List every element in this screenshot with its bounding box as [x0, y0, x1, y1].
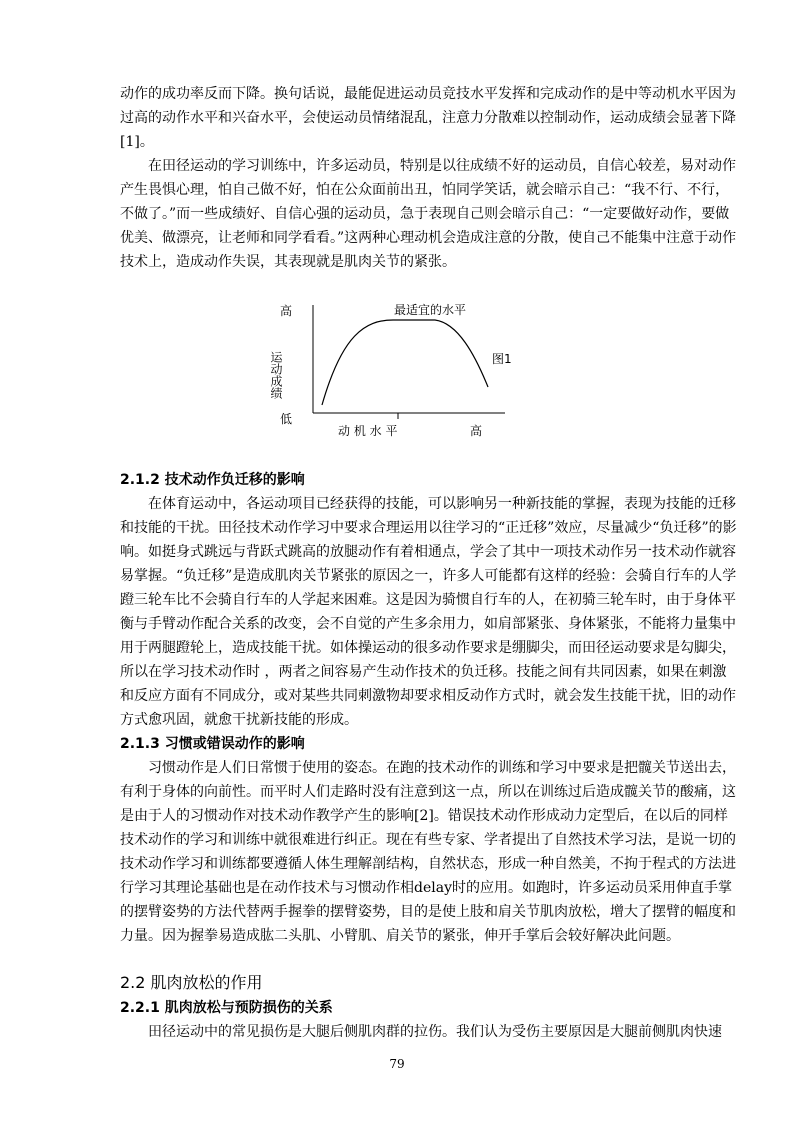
paragraph-continued: 动作的成功率反而下降。换句话说，最能促进运动员竞技水平发挥和完成动作的是中等动机水平因为过高的动作水平和兴奋水平，会使运动员情绪混乱，注意力分散难以控制动作，运动成绩会显著下降[1]。	[120, 86, 736, 150]
paragraph-negative-transfer: 在体育运动中，各运动项目已经获得的技能，可以影响另一种新技能的掌握，表现为技能的迁移和技能的干扰。田径技术动作学习中要求合理运用以往学习的“正迁移”效应，尽量减少“负迁移”的影响。如挺身式跳远与背跃式跳高的放腿动作有着相通点，学会了其中一项技术动作另一技术动作就容易掌握。“负迁移”是造成肌肉关节紧张的原因之一，许多人可能都有这样的经验：会骑自行车的人学蹬三轮车比不会骑自行车的人学起来困难。这是因为骑惯自行车的人，在初骑三轮车时，由于身体平衡与手臂动作配合关系的改变，会不自觉的产生多余用力，如肩部紧张、身体紧张，不能将力量集中用于两腿蹬轮上，造成技能干扰。如体操运动的很多动作要求是绷脚尖，而田径运动要求是勾脚尖，所以在学习技术动作时 ，两者之间容易产生动作技术的负迁移。技能之间有共同因素，如果在刺激和反应方面有不同成分，或对某些共同刺激物却要求相反动作方式时，就会发生技能干扰，旧的动作方式愈巩固，就愈干扰新技能的形成。	[120, 496, 737, 728]
paragraph-injury: 田径运动中的常见损伤是大腿后侧肌肉群的拉伤。我们认为受伤主要原因是大腿前侧肌肉快速	[148, 1024, 722, 1040]
y-axis-label: 运动成绩	[270, 351, 283, 399]
peak-label: 最适宜的水平	[394, 303, 467, 317]
x-high-label: 高	[470, 424, 483, 438]
heading-2-1-2: 2.1.2 技术动作负迁移的影响	[120, 472, 305, 488]
heading-2-2: 2.2 肌肉放松的作用	[120, 973, 263, 992]
figure-caption: 图1	[492, 352, 512, 366]
y-low-label: 低	[280, 412, 293, 426]
motivation-performance-figure	[270, 295, 520, 440]
paragraph-motivation: 在田径运动的学习训练中，许多运动员，特别是以往成绩不好的运动员，自信心较差，易对动作产生畏惧心理，怕自己做不好，怕在公众面前出丑，怕同学笑话，就会暗示自己：“我不行、不行，不做了。”而一些成绩好、自信心强的运动员，急于表现自己则会暗示自己：“一定要做好动作，要做优美、做漂亮，让老师和同学看看。”这两种心理动机会造成注意的分散，使自己不能集中注意于动作技术上，造成动作失误，其表现就是肌肉关节的紧张。	[120, 158, 737, 270]
x-axis-label: 动 机 水 平	[338, 424, 398, 438]
page-number: 79	[389, 1057, 405, 1071]
performance-curve	[322, 320, 488, 405]
heading-2-2-1: 2.2.1 肌肉放松与预防损伤的关系	[120, 1000, 333, 1016]
paragraph-habitual-action: 习惯动作是人们日常惯于使用的姿态。在跑的技术动作的训练和学习中要求是把髋关节送出去，有利于身体的向前性。而平时人们走路时没有注意到这一点，所以在训练过后造成髋关节的酸痛，这是由于人的习惯动作对技术动作教学产生的影响[2]。错误技术动作形成动力定型后，在以后的同样技术动作的学习和训练中就很难进行纠正。现在有些专家、学者提出了自然技术学习法，是说一切的技术动作学习和训练都要遵循人体生理解剖结构，自然状态，形成一种自然美，不拘于程式的方法进行学习其理论基础也是在动作技术与习惯动作相delay时的应用。如跑时，许多运动员采用伸直手掌的摆臂姿势的方法代替两手握拳的摆臂姿势，目的是使上肢和肩关节肌肉放松，增大了摆臂的幅度和力量。因为握拳易造成肱二头肌、小臂肌、肩关节的紧张，伸开手掌后会较好解决此问题。	[120, 760, 736, 944]
inverted-u-diagram	[270, 295, 520, 440]
heading-2-1-3: 2.1.3 习惯或错误动作的影响	[120, 736, 305, 752]
y-high-label: 高	[280, 304, 293, 318]
